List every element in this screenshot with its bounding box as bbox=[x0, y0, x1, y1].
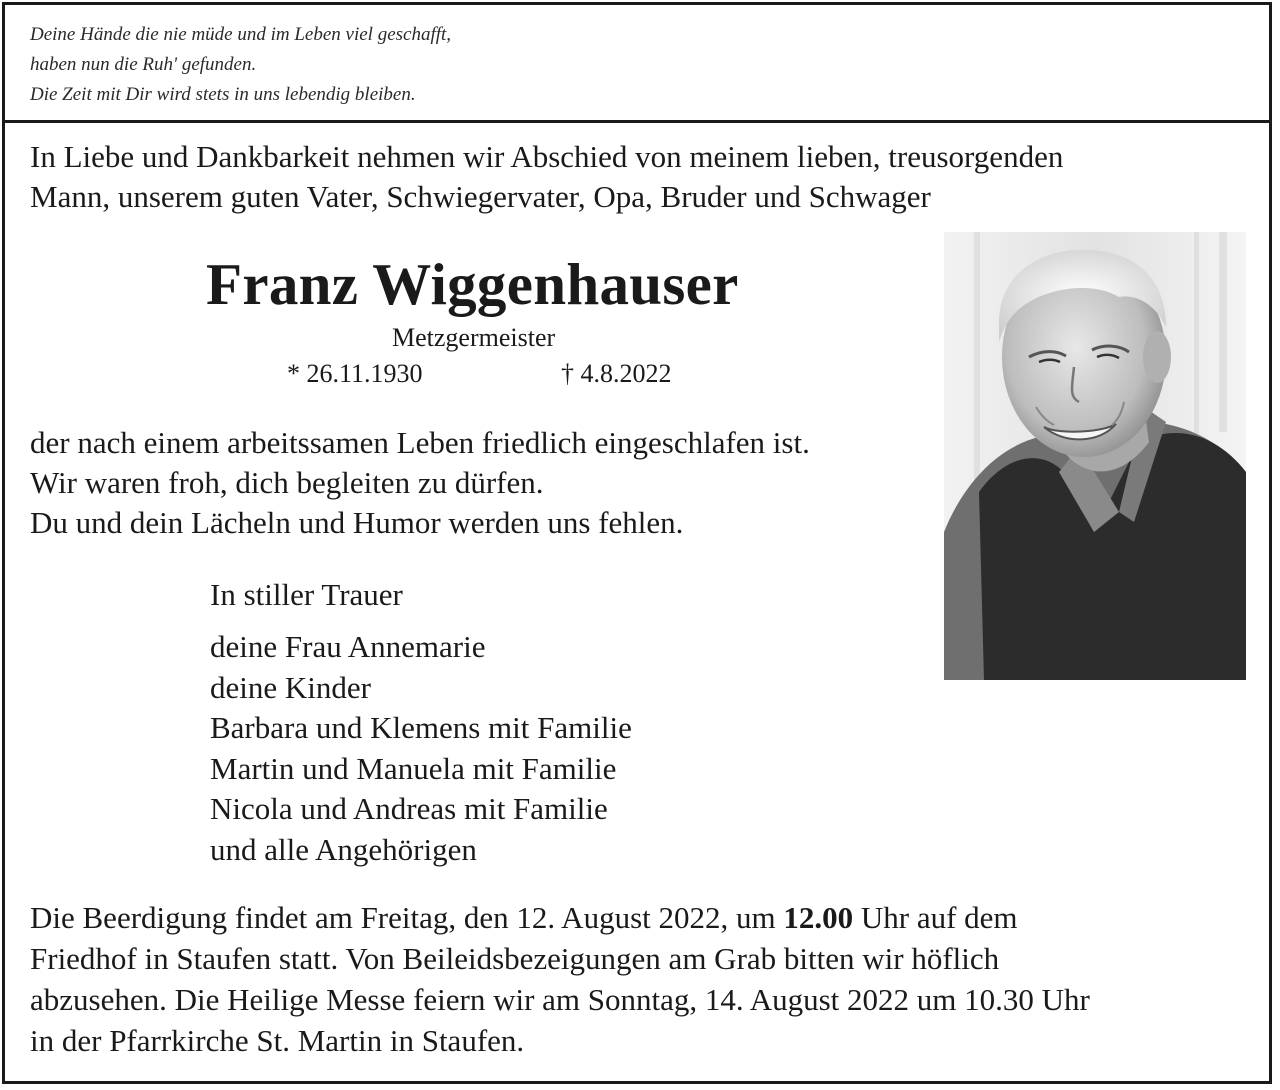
mourning-label: In stiller Trauer bbox=[210, 577, 403, 612]
mourner-item: Martin und Manuela mit Familie bbox=[210, 750, 617, 786]
intro-line: In Liebe und Dankbarkeit nehmen wir Abschied von meinem lieben, treusorgenden bbox=[30, 139, 1064, 174]
message-line: der nach einem arbeitssamen Leben friedlich eingeschlafen ist. bbox=[30, 425, 810, 460]
funeral-notice bbox=[30, 897, 1090, 1061]
memorial-poem bbox=[30, 20, 451, 110]
funeral-line: abzusehen. Die Heilige Messe feiern wir am Sonntag, 14. August 2022 um 10.30 Uhr bbox=[30, 982, 1090, 1017]
poem-line: haben nun die Ruh' gefunden. bbox=[30, 54, 257, 75]
farewell-message bbox=[30, 423, 810, 543]
mourner-item: deine Kinder bbox=[210, 669, 371, 705]
message-line: Wir waren froh, dich begleiten zu dürfen. bbox=[30, 465, 544, 500]
funeral-time: 12.00 bbox=[783, 900, 854, 935]
deceased-profession: Metzgermeister bbox=[392, 323, 556, 352]
funeral-line bbox=[30, 897, 1090, 938]
mourners-list bbox=[210, 627, 632, 870]
message-line: Du und dein Lächeln und Humor werden uns fehlen. bbox=[30, 505, 684, 540]
death-date: † 4.8.2022 bbox=[561, 359, 672, 388]
mourner-item: deine Frau Annemarie bbox=[210, 629, 486, 664]
mourner-item: und alle Angehörigen bbox=[210, 831, 477, 867]
poem-line: Deine Hände die nie müde und im Leben viel geschafft, bbox=[30, 24, 452, 45]
deceased-name: Franz Wiggenhauser bbox=[206, 251, 739, 317]
funeral-line: Friedhof in Staufen statt. Von Beileidsbezeigungen am Grab bitten wir höflich bbox=[30, 941, 1000, 976]
funeral-text: Uhr auf dem bbox=[853, 900, 1018, 935]
mourner-item: Nicola und Andreas mit Familie bbox=[210, 791, 608, 826]
intro-text bbox=[30, 137, 1063, 217]
intro-line: Mann, unserem guten Vater, Schwiegervater, Opa, Bruder und Schwager bbox=[30, 179, 931, 214]
birth-date: * 26.11.1930 bbox=[287, 359, 423, 388]
portrait-photo bbox=[944, 232, 1246, 680]
mourner-item: Barbara und Klemens mit Familie bbox=[210, 710, 632, 745]
funeral-text: Die Beerdigung findet am Freitag, den 12. August 2022, um bbox=[30, 900, 784, 935]
divider bbox=[2, 120, 1270, 123]
poem-line: Die Zeit mit Dir wird stets in uns lebendig bleiben. bbox=[30, 84, 416, 105]
funeral-line: in der Pfarrkirche St. Martin in Staufen. bbox=[30, 1023, 525, 1058]
